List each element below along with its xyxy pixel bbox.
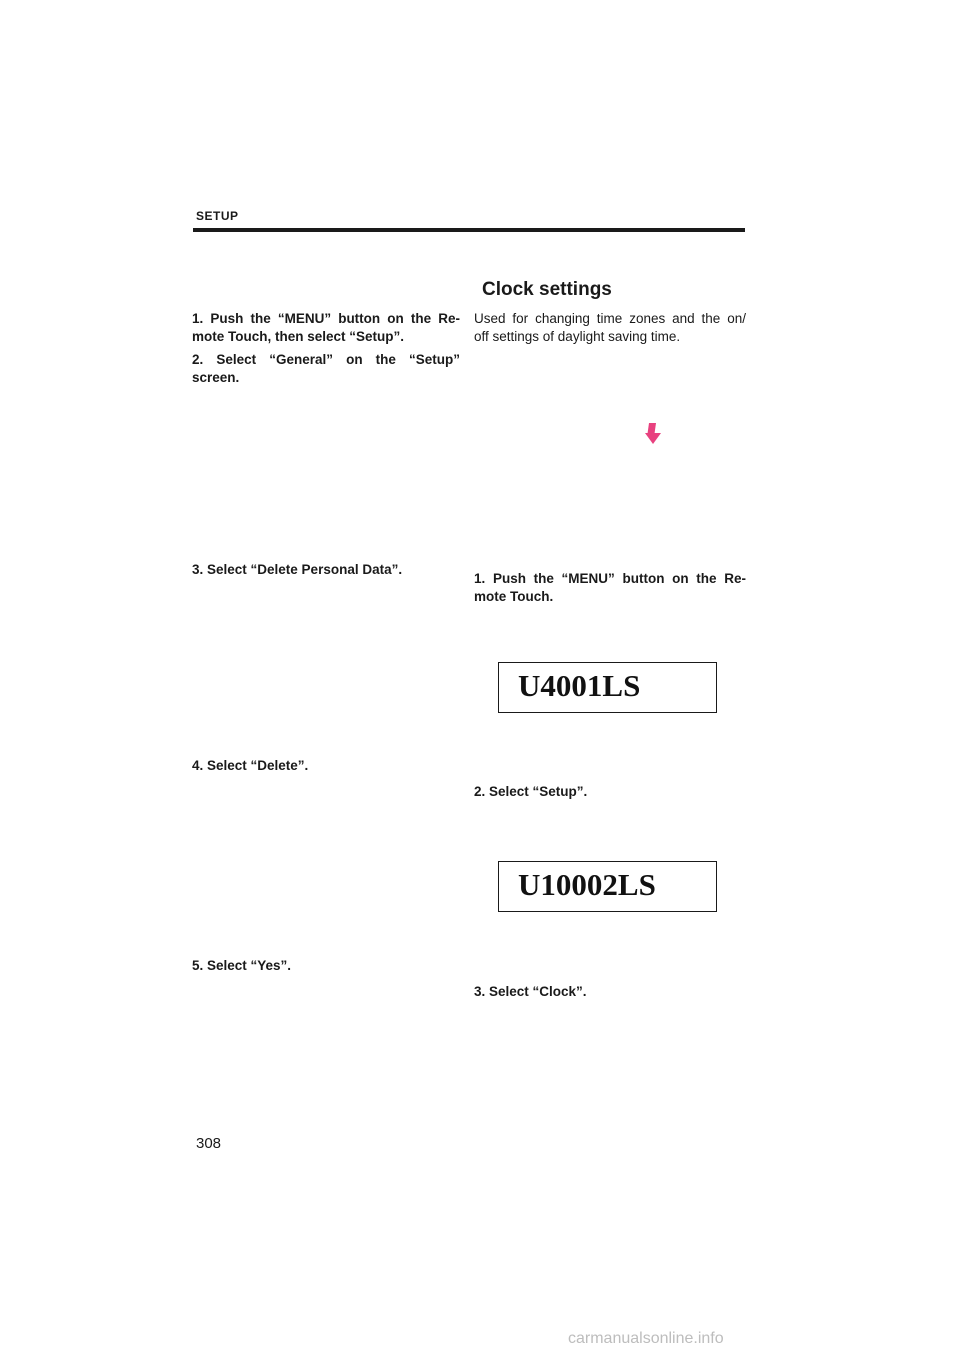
figure-label: U10002LS bbox=[518, 867, 656, 902]
section-label: SETUP bbox=[196, 209, 239, 223]
watermark: carmanualsonline.info bbox=[568, 1330, 724, 1347]
header-rule bbox=[193, 228, 745, 232]
section-title: Clock settings bbox=[482, 279, 612, 300]
intro-line-1: Used for changing time zones and the on/ bbox=[474, 311, 746, 326]
right-step-1-line-2: mote Touch. bbox=[474, 589, 554, 604]
left-step-1-line-2: mote Touch, then select “Setup”. bbox=[192, 329, 405, 344]
right-step-1-line-1: 1. Push the “MENU” button on the Re- bbox=[474, 571, 746, 586]
right-step-3: 3. Select “Clock”. bbox=[474, 984, 587, 999]
intro-line-2: off settings of daylight saving time. bbox=[474, 329, 681, 344]
pink-down-arrow-icon bbox=[645, 423, 665, 445]
left-step-2-line-1: 2. Select “General” on the “Setup” bbox=[192, 352, 460, 367]
right-step-2: 2. Select “Setup”. bbox=[474, 784, 588, 799]
figure-u4001ls bbox=[498, 662, 717, 713]
left-step-4: 4. Select “Delete”. bbox=[192, 758, 309, 773]
figure-u10002ls bbox=[498, 861, 717, 912]
left-step-2-line-2: screen. bbox=[192, 370, 240, 385]
left-step-5: 5. Select “Yes”. bbox=[192, 958, 292, 973]
left-step-1-line-1: 1. Push the “MENU” button on the Re- bbox=[192, 311, 460, 326]
figure-label: U4001LS bbox=[518, 668, 641, 703]
page-number: 308 bbox=[196, 1135, 222, 1152]
left-step-3: 3. Select “Delete Personal Data”. bbox=[192, 562, 403, 577]
